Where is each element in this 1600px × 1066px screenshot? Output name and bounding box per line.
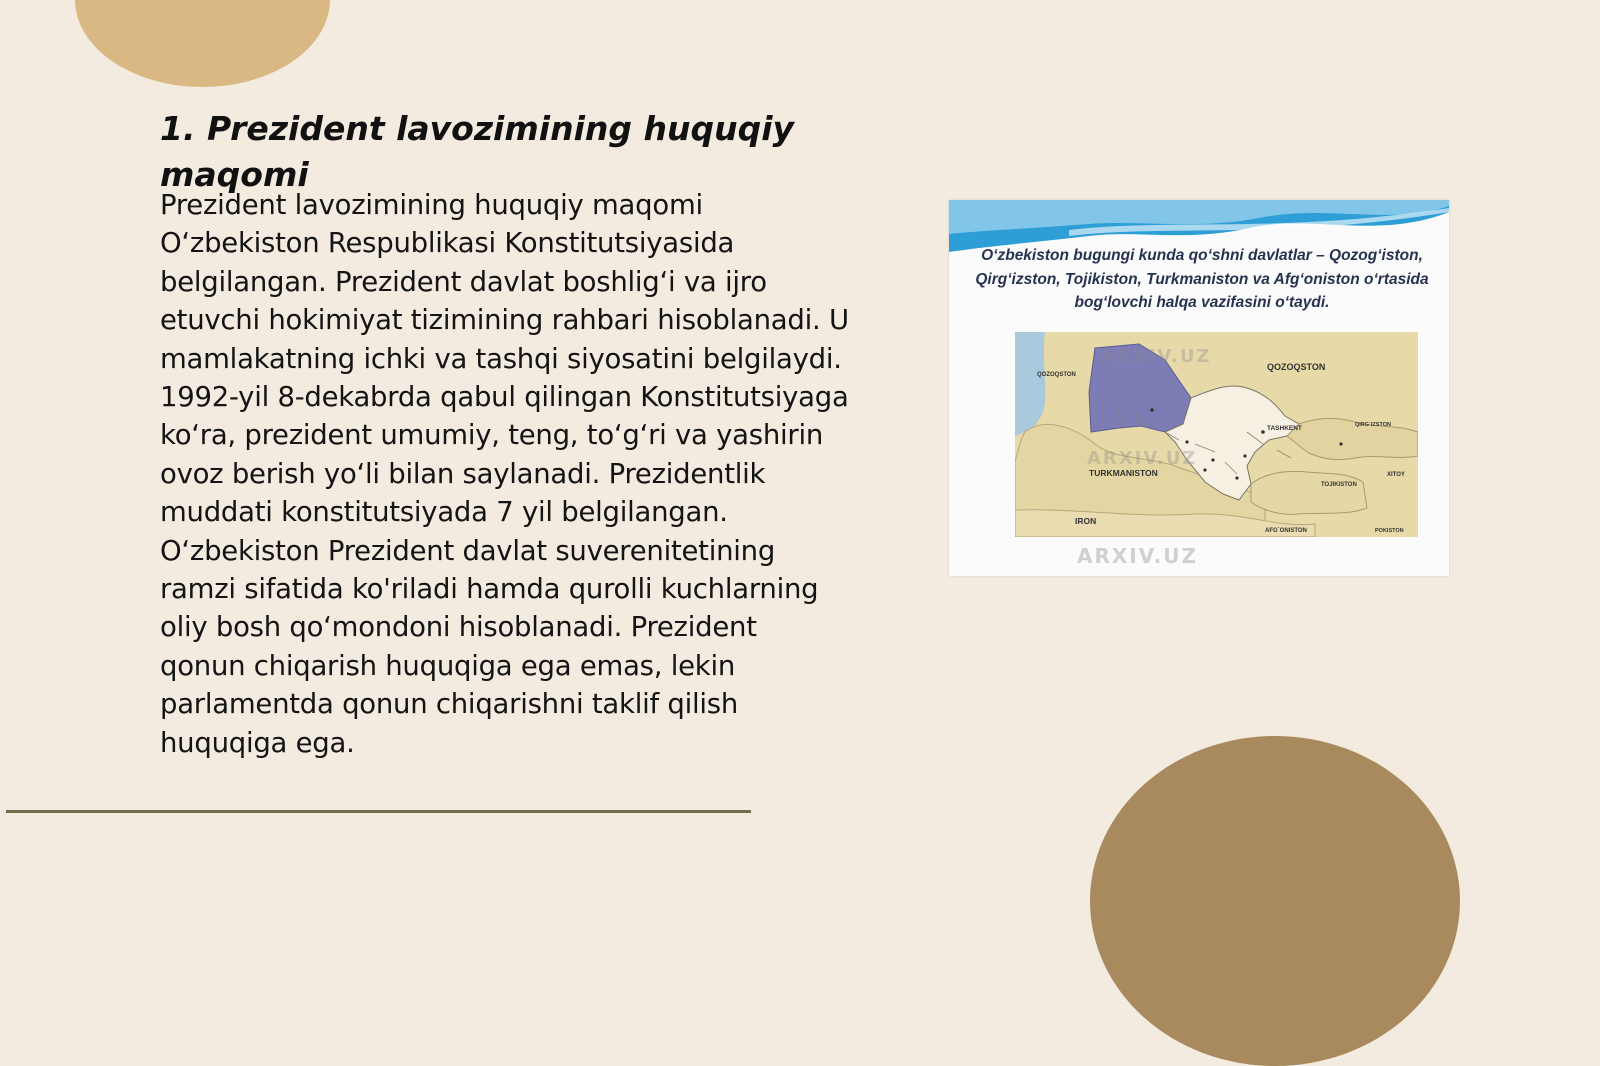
map-label-qozoqston-small: QOZOQSTON — [1037, 372, 1076, 378]
watermark: ARXIV.UZ — [1101, 346, 1212, 367]
map-caption: O‘zbekiston bugungi kunda qo‘shni davlatlar – Qozog‘iston, Qirg‘izston, Tojikiston, Turkmaniston va Afg‘oniston o‘rtasida bog‘lovchi halqa vazifasini o‘taydi. — [975, 247, 1429, 311]
slide-title: 1. Prezident lavozimining huquqiy maqomi — [160, 109, 795, 194]
watermark-bottom: ARXIV.UZ — [1077, 544, 1198, 568]
decorative-circle-top — [75, 0, 330, 87]
map-label-xitoy: XITOY — [1387, 472, 1405, 478]
map-label-qirgizston: QIRG`IZSTON — [1355, 422, 1391, 428]
slide-body-text: Prezident lavozimining huquqiy maqomi O‘zbekiston Respublikasi Konstitutsiyasida belgilangan. Prezident davlat boshlig‘i va ijro etuvchi hokimiyat tizimining rahbari hisoblanadi. U mamlakatning ichki va tashqi siyosatini belgilaydi. 1992-yil 8-dekabrda qabul qilingan Konstitutsiyaga ko‘ra, prezident umumiy, teng, to‘g‘ri va yashirin ovoz berish yo‘li bilan saylanadi. Prezidentlik muddati konstitutsiyada 7 yil belgilangan. O‘zbekiston Prezident davlat suverenitetining ramzi sifatida ko'riladi hamda qurolli kuchlarning oliy bosh qo‘mondoni hisoblanadi. Prezident qonun chiqarish huquqiga ega emas, lekin parlamentda qonun chiqarishni taklif qilish huquqiga ega. — [160, 189, 849, 759]
map-image — [949, 200, 1449, 576]
map-label-turkmaniston: TURKMANISTON — [1089, 468, 1158, 478]
map-label-afgoniston: AFG`ONISTON — [1265, 528, 1307, 534]
decorative-circle-bottom — [1090, 736, 1460, 1066]
map-label-pokiston: POKISTON — [1375, 528, 1404, 534]
divider-line — [6, 810, 751, 813]
map-label-tashkent: TASHKENT — [1267, 425, 1302, 432]
map-label-tojikiston: TOJIKISTON — [1321, 482, 1357, 488]
map-label-iron: IRON — [1075, 516, 1097, 526]
map-label-qozoqston-large: QOZOQSTON — [1267, 362, 1326, 372]
uzbekistan-map — [1015, 332, 1418, 537]
watermark: ARXIV.UZ — [1087, 448, 1198, 469]
